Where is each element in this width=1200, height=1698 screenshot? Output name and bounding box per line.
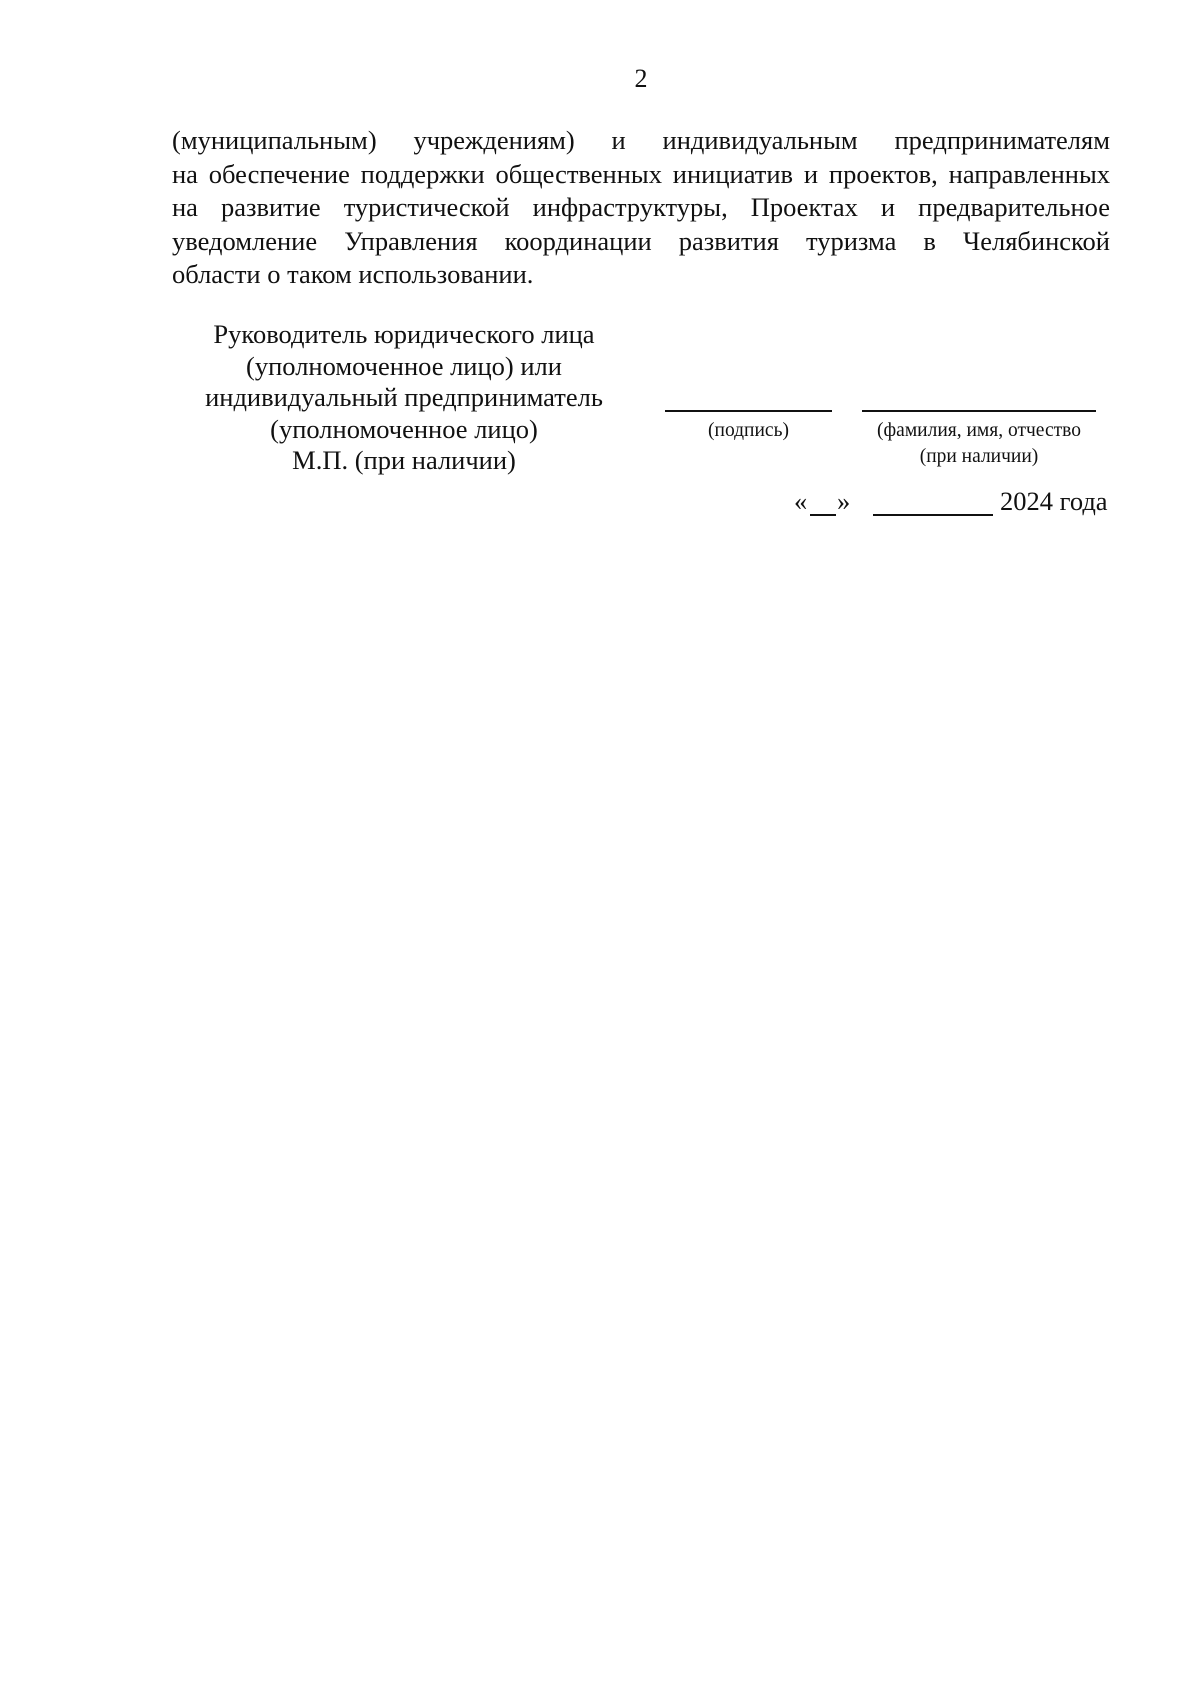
page-number: 2 bbox=[634, 64, 648, 93]
date-open-quote: « bbox=[794, 486, 808, 516]
signature-field[interactable] bbox=[665, 410, 832, 412]
paragraph-line: на обеспечение поддержки общественных инициатив и проектов, направленных bbox=[172, 158, 1110, 189]
month-field[interactable] bbox=[873, 514, 993, 516]
stamp-note: М.П. (при наличии) bbox=[292, 445, 516, 475]
body-paragraph bbox=[172, 124, 1110, 292]
full-name-field[interactable] bbox=[862, 410, 1096, 412]
signatory-line: (уполномоченное лицо) или bbox=[246, 350, 562, 381]
signature-caption: (подпись) bbox=[708, 420, 789, 441]
paragraph-line: уведомление Управления координации развития туризма в Челябинской bbox=[172, 225, 1110, 256]
full-name-caption bbox=[852, 418, 1106, 470]
date-row bbox=[780, 484, 1120, 518]
date-close-quote: » bbox=[837, 486, 851, 516]
paragraph-line: на развитие туристической инфраструктуры, Проектах и предварительное bbox=[172, 192, 1110, 223]
paragraph-line: области о таком использовании. bbox=[172, 259, 534, 290]
signatory-line: Руководитель юридического лица bbox=[213, 319, 595, 349]
full-name-caption-line: (при наличии) bbox=[919, 446, 1039, 467]
signatory-line: индивидуальный предприниматель bbox=[205, 382, 603, 412]
date-year: 2024 года bbox=[1000, 486, 1108, 516]
full-name-caption-line: (фамилия, имя, отчество bbox=[877, 420, 1081, 441]
full-name-caption-note: при наличии) bbox=[926, 446, 1039, 467]
signatory-line: (уполномоченное лицо) bbox=[270, 413, 538, 444]
paragraph-line: (муниципальным) учреждениям) и индивидуальным предпринимателям bbox=[172, 125, 1110, 155]
signatory-block bbox=[184, 319, 624, 477]
day-field[interactable] bbox=[810, 514, 836, 516]
